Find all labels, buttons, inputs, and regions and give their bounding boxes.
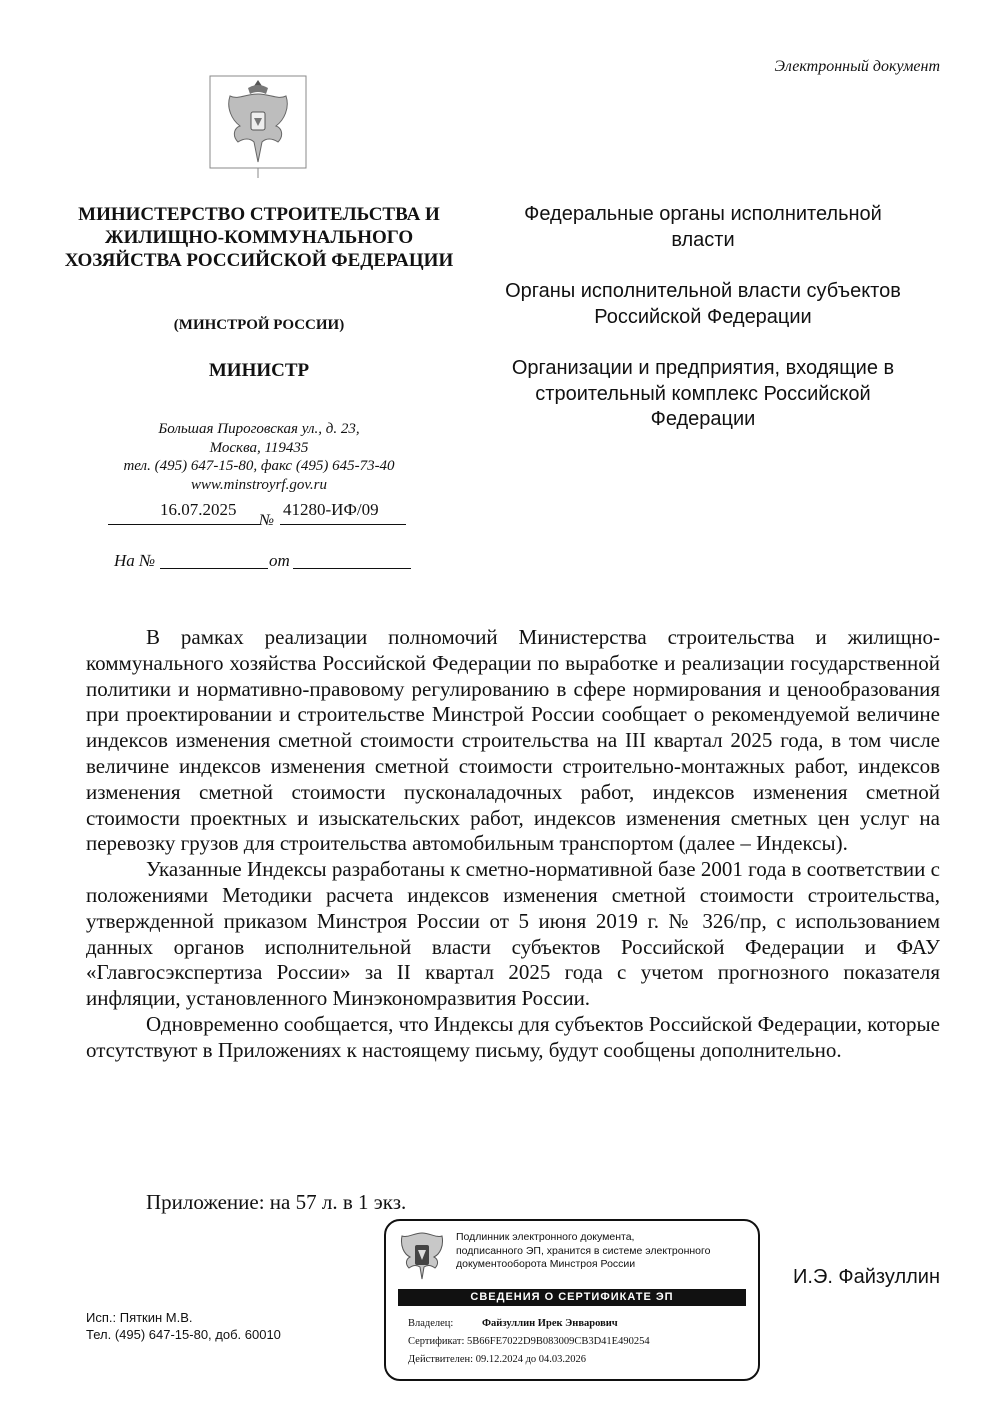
stamp-notice-line: подписанного ЭП, хранится в системе электронного xyxy=(456,1244,711,1257)
recipient-item: Организации и предприятия, входящие в строительный комплекс Российской Федерации xyxy=(511,357,895,430)
executor-block xyxy=(86,1309,281,1343)
address-website: www.minstroyrf.gov.ru xyxy=(191,476,327,493)
stamp-owner-row xyxy=(408,1315,748,1333)
reply-from-label: от xyxy=(269,551,290,570)
body-paragraph: В рамках реализации полномочий Министерства строительства и жилищно-коммунального хозяйства Российской Федерации по выработке и реализации государственной политики и нормативно-правовому регулированию в сфере нормирования и ценообразования при проектировании и строительстве Минстрой России сообщает о рекомендуемой величине индексов изменения сметной стоимости строительства на III квартал 2025 года, в том числе величине индексов изменения сметной стоимости строительно-монтажных работ, индексов изменения сметной стоимости пусконаладочных работ, индексов изменения сметной стоимости проектных и изыскательских работ, индексов изменения сметных цен услуг на перевозку грузов для строительства автомобильным транспортом (далее – Индексы). xyxy=(86,625,940,856)
signer-name: И.Э. Файзуллин xyxy=(793,1266,940,1288)
electronic-document-label: Электронный документ xyxy=(774,58,940,75)
stamp-cert-row xyxy=(408,1333,748,1351)
stamp-valid-label: Действителен: xyxy=(408,1354,474,1365)
executor-name: Исп.: Пяткин М.В. xyxy=(86,1310,193,1325)
stamp-cert-label: Сертификат: xyxy=(408,1336,465,1347)
registration-date: 16.07.2025 xyxy=(160,500,237,519)
stamp-notice-line: Подлинник электронного документа, xyxy=(456,1231,635,1243)
attachment-note: Приложение: на 57 л. в 1 экз. xyxy=(146,1190,407,1214)
registration-number: 41280-ИФ/09 xyxy=(283,500,379,519)
number-sign: № xyxy=(259,512,275,529)
executor-phone: Тел. (495) 647-15-80, доб. 60010 xyxy=(86,1327,281,1342)
stamp-notice xyxy=(456,1231,752,1272)
minister-title: МИНИСТР xyxy=(208,360,310,381)
number-underline xyxy=(280,524,406,525)
date-underline xyxy=(108,524,260,525)
letter-body xyxy=(86,625,940,1064)
address-phone: тел. (495) 647-15-80, факс (495) 645-73-40 xyxy=(123,458,395,474)
body-paragraph: Одновременно сообщается, что Индексы для субъектов Российской Федерации, которые отсутствуют в Приложениях к настоящему письму, будут сообщены дополнительно. xyxy=(86,1011,940,1062)
ministry-name: МИНИСТЕРСТВО СТРОИТЕЛЬСТВА И ЖИЛИЩНО-КОММУНАЛЬНОГО ХОЗЯЙСТВА РОССИЙСКОЙ ФЕДЕРАЦИИ xyxy=(64,204,454,271)
address-city: Москва, 119435 xyxy=(209,439,309,456)
electronic-signature-stamp xyxy=(384,1219,760,1381)
stamp-certificate-header: СВЕДЕНИЯ О СЕРТИФИКАТЕ ЭП xyxy=(398,1289,746,1306)
address-block xyxy=(60,420,458,494)
ministry-abbreviation: (МИНСТРОЙ РОССИИ) xyxy=(173,317,345,333)
stamp-valid-row xyxy=(408,1351,748,1369)
body-paragraph: Указанные Индексы разработаны к сметно-нормативной базе 2001 года в соответствии с положениями Методики расчета индексов изменения сметной стоимости строительства, утвержденной приказом Минстроя России от 5 июня 2019 г. № 326/пр, с использованием данных органов исполнительной власти субъектов Российской Федерации и ФАУ «Главгосэкспертиза России» за II квартал 2025 года с учетом прогнозного показателя инфляции, установленного Минэкономразвития России. xyxy=(86,857,940,1011)
stamp-owner-value: Файзуллин Ирек Энварович xyxy=(482,1318,618,1329)
recipient-item: Федеральные органы исполнительной власти xyxy=(524,203,882,251)
coat-of-arms-icon xyxy=(208,72,308,182)
reply-date-underline xyxy=(293,568,411,569)
reply-number-underline xyxy=(160,568,268,569)
ministry-emblem-icon xyxy=(398,1229,446,1283)
stamp-cert-value: 5B66FE7022D9B083009CB3D41E490254 xyxy=(467,1336,650,1347)
recipients-block xyxy=(494,202,912,459)
stamp-notice-line: документооборота Минстроя России xyxy=(456,1258,636,1270)
address-street: Большая Пироговская ул., д. 23, xyxy=(158,421,360,437)
recipient-item: Органы исполнительной власти субъектов Российской Федерации xyxy=(505,280,901,328)
stamp-certificate-details xyxy=(408,1315,748,1369)
stamp-owner-label: Владелец: xyxy=(408,1318,454,1329)
stamp-valid-value: 09.12.2024 до 04.03.2026 xyxy=(475,1354,587,1365)
reply-to-label: На № xyxy=(114,551,156,570)
